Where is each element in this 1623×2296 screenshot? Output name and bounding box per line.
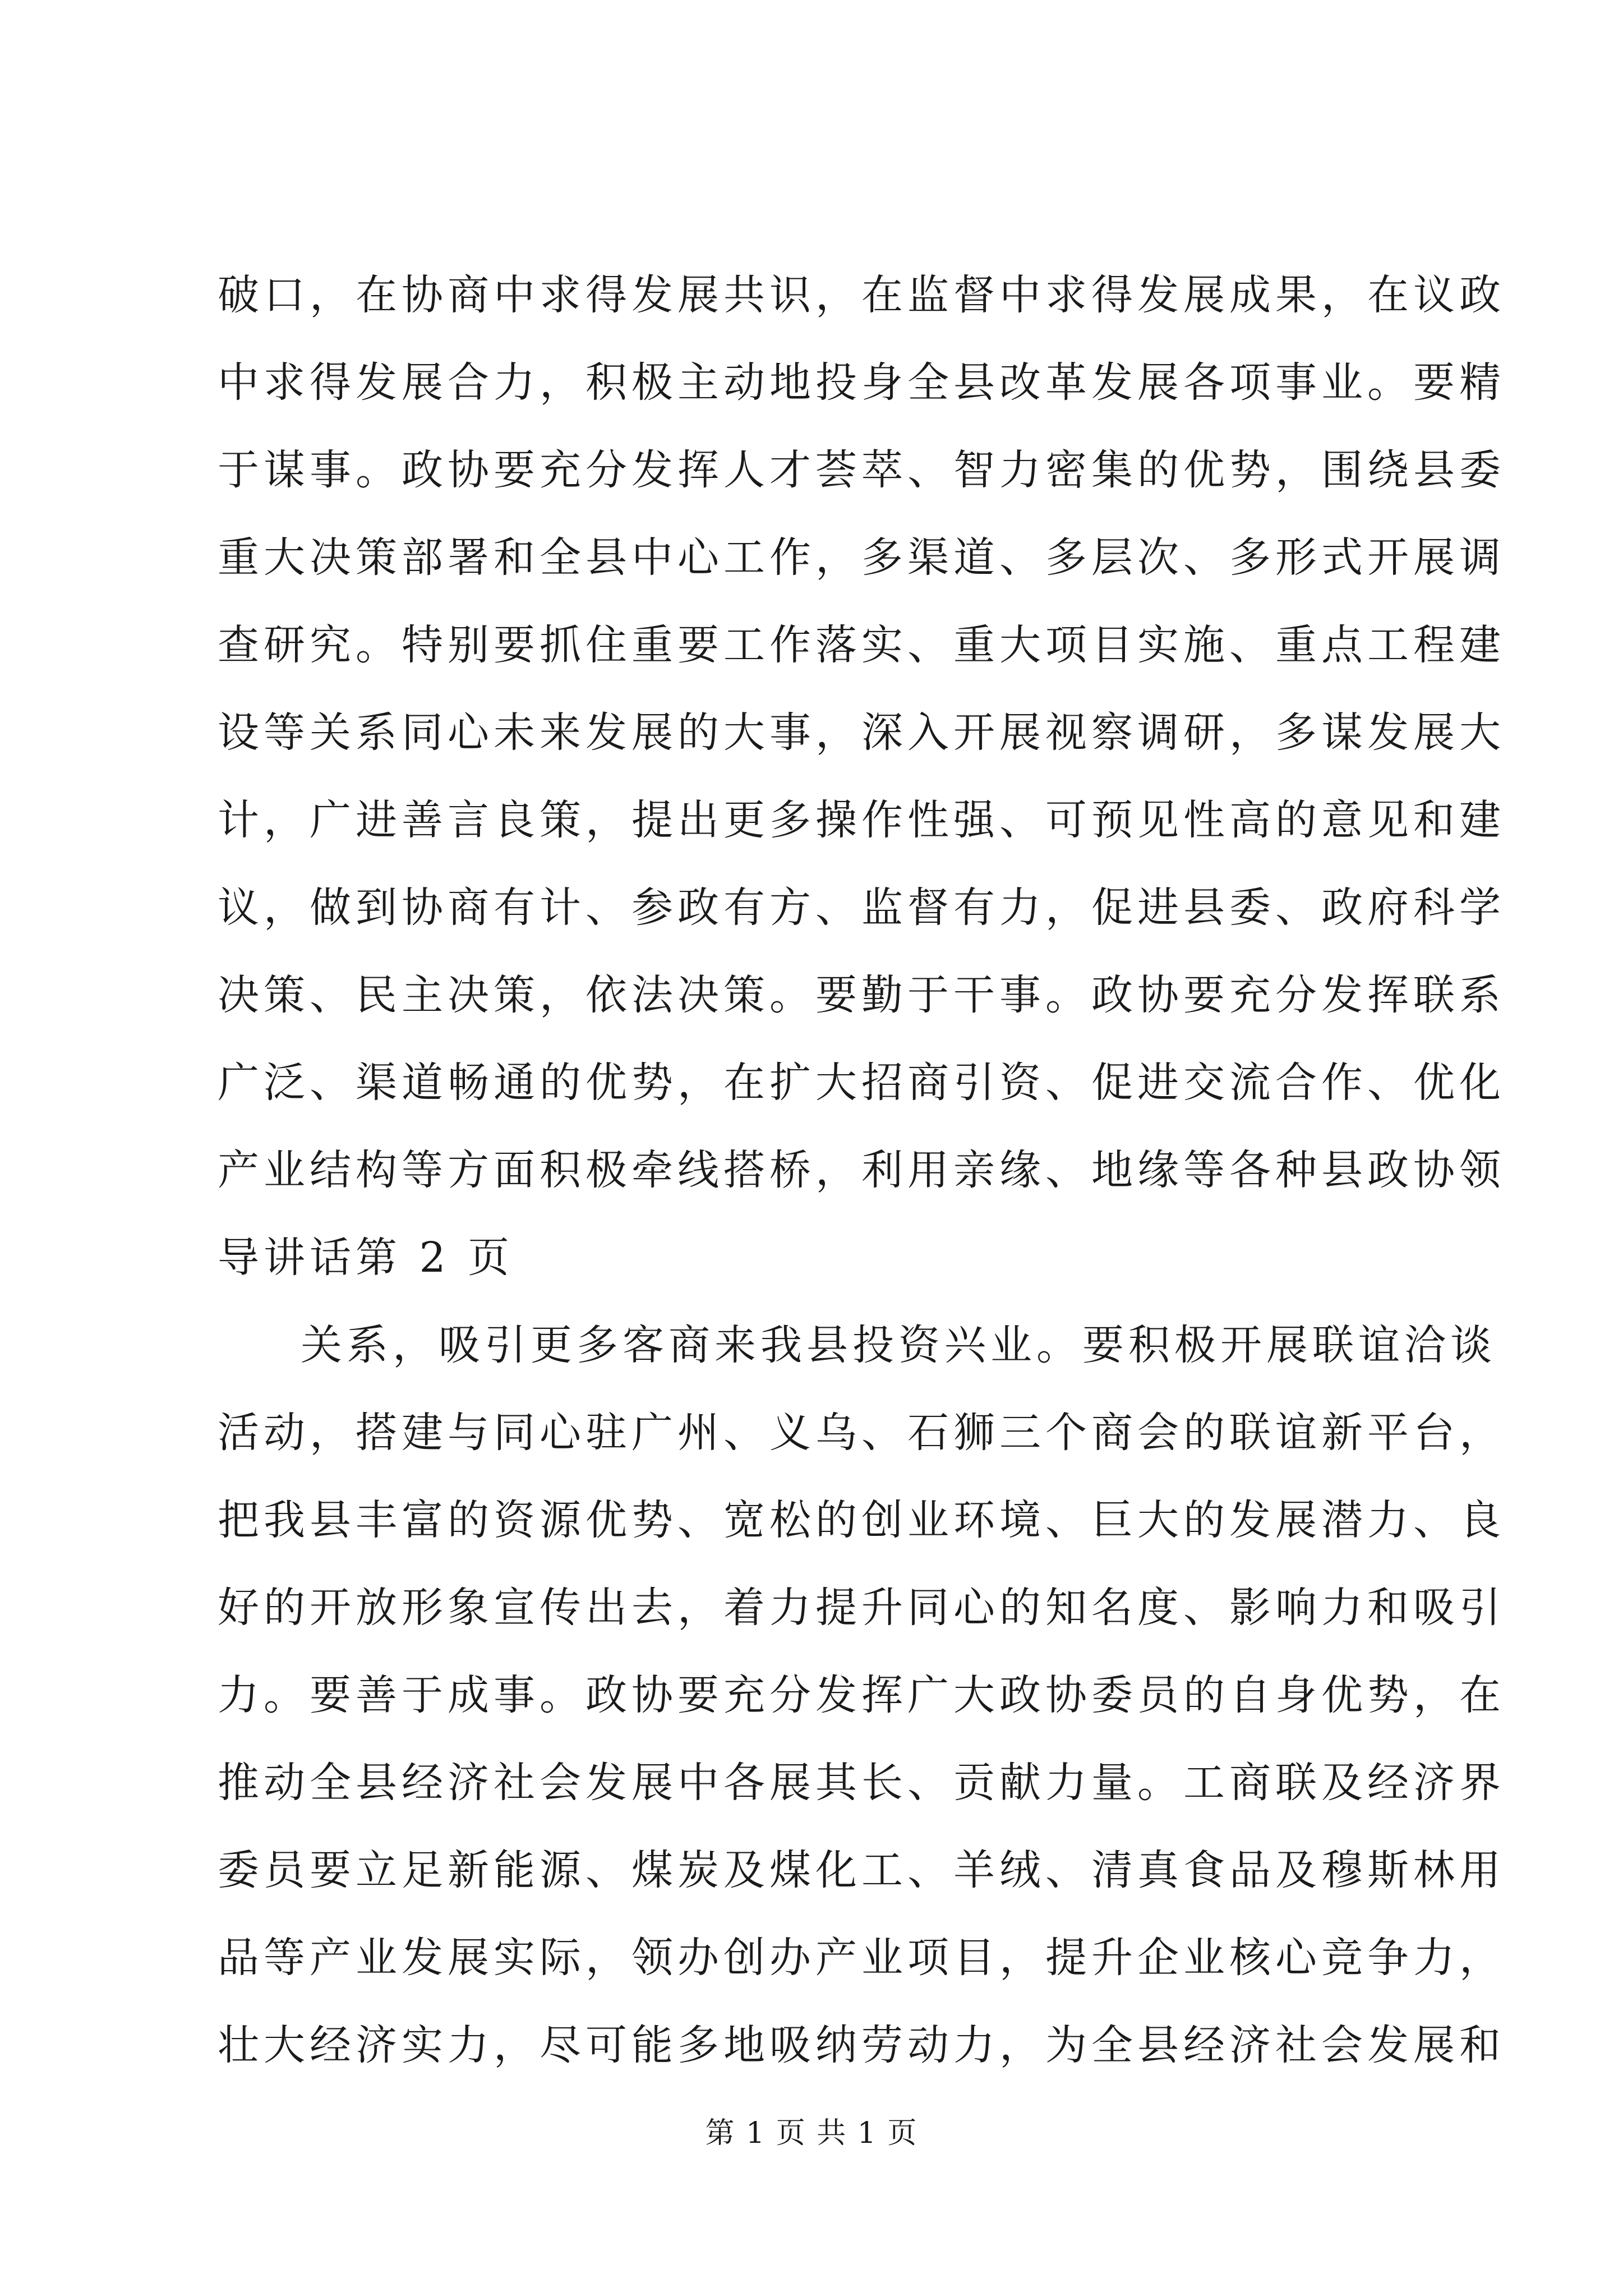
- text-line: 活动，搭建与同心驻广州、义乌、石狮三个商会的联谊新平台，: [218, 1409, 1505, 1457]
- text-line: 计，广进善言良策，提出更多操作性强、可预见性高的意见和建: [218, 796, 1505, 844]
- text-line: 议，做到协商有计、参政有方、监督有力，促进县委、政府科学: [218, 884, 1505, 932]
- body-text: [218, 251, 1505, 2089]
- text-line: 广泛、渠道畅通的优势，在扩大招商引资、促进交流合作、优化: [218, 1059, 1505, 1107]
- text-line: 把我县丰富的资源优势、宽松的创业环境、巨大的发展潜力、良: [218, 1496, 1505, 1544]
- text-line: 中求得发展合力，积极主动地投身全县改革发展各项事业。要精: [218, 358, 1505, 407]
- text-line: 导讲话第 2 页: [218, 1234, 514, 1282]
- text-line: 力。要善于成事。政协要充分发挥广大政协委员的自身优势，在: [218, 1671, 1505, 1719]
- text-line: 于谋事。政协要充分发挥人才荟萃、智力密集的优势，围绕县委: [218, 446, 1505, 494]
- text-line: 设等关系同心未来发展的大事，深入开展视察调研，多谋发展大: [218, 708, 1505, 757]
- text-line: 查研究。特别要抓住重要工作落实、重大项目实施、重点工程建: [218, 621, 1505, 669]
- page-footer: 第 1 页 共 1 页: [705, 2116, 918, 2150]
- text-line: 关系，吸引更多客商来我县投资兴业。要积极开展联谊洽谈: [301, 1321, 1496, 1369]
- text-line: 决策、民主决策，依法决策。要勤于干事。政协要充分发挥联系: [218, 971, 1505, 1019]
- text-line: 委员要立足新能源、煤炭及煤化工、羊绒、清真食品及穆斯林用: [218, 1846, 1505, 1894]
- text-line: 破口，在协商中求得发展共识，在监督中求得发展成果，在议政: [218, 271, 1505, 319]
- text-line: 品等产业发展实际，领办创办产业项目，提升企业核心竞争力，: [218, 1934, 1505, 1982]
- text-line: 产业结构等方面积极牵线搭桥，利用亲缘、地缘等各种县政协领: [218, 1146, 1505, 1194]
- text-line: 壮大经济实力，尽可能多地吸纳劳动力，为全县经济社会发展和: [218, 2021, 1505, 2069]
- text-line: 推动全县经济社会发展中各展其长、贡献力量。工商联及经济界: [218, 1759, 1505, 1807]
- text-line: 重大决策部署和全县中心工作，多渠道、多层次、多形式开展调: [218, 533, 1505, 582]
- text-line: 好的开放形象宣传出去，着力提升同心的知名度、影响力和吸引: [218, 1584, 1505, 1632]
